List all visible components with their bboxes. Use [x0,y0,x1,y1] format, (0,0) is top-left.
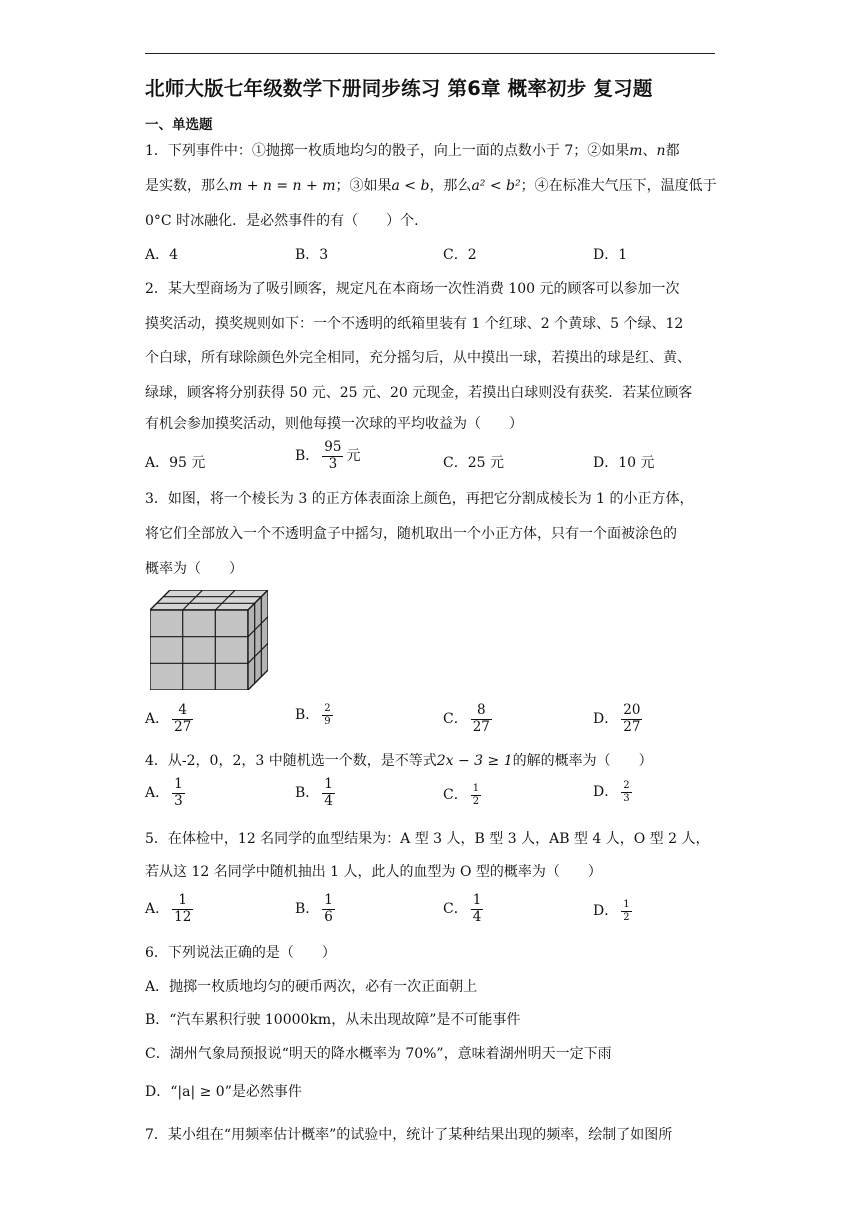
q6-option-a[interactable]: A．抛掷一枚质地均匀的硬币两次，必有一次正面朝上 [145,979,478,995]
q4-option-b[interactable] [295,777,338,809]
q2-option-d[interactable]: D．10 元 [593,455,655,471]
q6-option-b[interactable]: B．“汽车累积行驶 10000km，从未出现故障”是不可能事件 [145,1012,521,1028]
option-unit: 元 [346,448,361,465]
q1-option-a[interactable]: A．4 [145,247,179,263]
q1-expr: m + n = n + m [229,178,336,194]
option-label: C． [443,711,468,728]
numerator: 20 [623,702,641,718]
option-label: D． [593,711,619,728]
q5-option-a[interactable] [145,893,196,925]
q1-text: 是实数，那么 [145,178,229,194]
q1-line-2 [145,175,717,195]
fraction [322,777,335,809]
q2-option-c[interactable]: C．25 元 [443,455,504,471]
q2-option-a[interactable]: A．95 元 [145,455,206,471]
q2-option-b[interactable] [295,440,360,472]
painted-cube-figure [150,590,268,690]
option-label: B． [295,707,320,723]
q3-option-a[interactable] [145,703,196,735]
q7-line-1: 7．某小组在“用频率估计概率”的试验中，统计了某种结果出现的频率，绘制了如图所 [145,1127,673,1143]
q4-option-c[interactable] [443,783,484,807]
option-label: A． [145,711,170,728]
denominator: 2 [472,795,480,807]
q5-line-1: 5．在体检中，12 名同学的血型结果为：A 型 3 人，B 型 3 人，AB 型 4 人，O 型 2 人， [145,831,710,847]
numerator: 1 [174,776,183,792]
q3-option-b[interactable] [295,703,336,727]
q4-text: 的解的概率为（ ） [512,753,653,769]
denominator: 27 [472,718,490,735]
q3-line-3: 概率为（ ） [145,561,243,577]
numerator: 95 [324,439,342,455]
numerator: 4 [172,703,193,720]
q1-text: ；③如果 [335,178,392,194]
q3-line-1: 3．如图，将一个棱长为 3 的正方体表面涂上颜色，再把它分割成棱长为 1 的小正方体， [145,491,694,507]
q1-text: ，那么 [429,178,472,194]
document-title: 北师大版七年级数学下册同步练习 第6章 概率初步 复习题 [145,77,653,100]
q1-var-n: n [656,143,666,159]
denominator: 3 [623,792,630,804]
fraction [322,440,343,472]
fraction [621,899,631,923]
q3-line-2: 将它们全部放入一个不透明盒子中摇匀，随机取出一个小正方体，只有一个面被涂色的 [145,526,677,542]
fraction [172,893,193,925]
fraction [471,703,492,735]
q2-line-2: 摸奖活动，摸奖规则如下：一个不透明的纸箱里装有 1 个红球、2 个黄球、5 个绿、12 [145,316,684,332]
q5-option-b[interactable] [295,893,338,925]
numerator: 1 [324,776,333,792]
q1-expr: a² < b² [471,178,521,194]
q1-text: ；④在标准大气压下，温度低于 [520,178,717,194]
q2-line-3: 个白球，所有球除颜色外完全相同，充分摇匀后，从中摸出一球，若摸出的球是红、黄、 [145,350,691,366]
fraction [471,893,484,925]
numerator: 2 [324,703,331,714]
fraction [621,703,642,735]
denominator: 27 [174,718,192,735]
denominator: 9 [324,715,331,727]
option-label: A． [145,901,170,918]
denominator: 4 [324,792,333,809]
q5-line-2: 若从这 12 名同学中随机抽出 1 人，此人的血型为 O 型的概率为（ ） [145,864,602,880]
fraction [621,780,631,804]
q4-option-d[interactable] [593,780,635,804]
numerator: 1 [324,892,333,908]
q4-inequality: 2x − 3 ≥ 1 [436,753,513,769]
fraction [172,703,193,735]
q1-line-3: 0°C 时冰融化．是必然事件的有（ ）个. [145,213,419,229]
q1-text: 1．下列事件中：①抛掷一枚质地均匀的骰子，向上一面的点数小于 7；②如果 [145,143,630,159]
option-label: B． [295,785,320,802]
numerator: 2 [623,780,630,791]
q1-sep: 、 [642,143,657,159]
numerator: 1 [472,892,482,908]
q1-text: 都 [665,143,680,159]
q6-option-d[interactable]: D．“|a| ≥ 0”是必然事件 [145,1084,302,1100]
fraction [322,893,335,925]
header-rule [145,53,715,54]
numerator: 8 [471,703,492,720]
fraction [172,777,185,809]
q4-option-a[interactable] [145,777,188,809]
option-label: A． [145,785,170,802]
q1-line-1 [145,140,680,160]
denominator: 2 [623,911,630,923]
option-label: B． [295,448,320,465]
section-heading: 一、单选题 [145,117,213,133]
q4-line [145,750,653,770]
q1-option-b[interactable]: B．3 [295,247,329,263]
fraction [322,703,332,727]
denominator: 12 [174,908,192,925]
q2-line-5: 有机会参加摸奖活动，则他每摸一次球的平均收益为（ ） [145,416,523,432]
q3-option-d[interactable] [593,703,645,735]
numerator: 1 [472,783,480,794]
option-label: B． [295,901,320,918]
denominator: 27 [623,718,641,735]
q6-stem: 6．下列说法正确的是（ ） [145,945,336,961]
q4-text: 4．从-2，0，2，3 中随机选一个数，是不等式 [145,753,437,769]
q3-option-c[interactable] [443,703,495,735]
option-label: C． [443,901,468,918]
denominator: 4 [472,908,482,925]
numerator: 1 [623,899,630,910]
q1-option-d[interactable]: D．1 [593,247,628,263]
denominator: 3 [174,792,183,809]
q1-expr: a < b [391,178,430,194]
denominator: 3 [328,455,338,472]
q5-option-d[interactable] [593,899,635,923]
q1-var-m: m [629,143,643,159]
numerator: 1 [172,893,193,910]
fraction [471,783,481,807]
q5-option-c[interactable] [443,893,486,925]
option-label: C． [443,787,468,803]
denominator: 6 [324,908,333,925]
option-label: D． [593,784,619,800]
q1-option-c[interactable]: C．2 [443,247,477,263]
q2-line-4: 绿球，顾客将分别获得 50 元、25 元、20 元现金，若摸出白球则没有获奖．若某位顾客 [145,385,693,401]
option-label: D． [593,903,619,919]
q6-option-c[interactable]: C．湖州气象局预报说“明天的降水概率为 70%”，意味着湖州明天一定下雨 [145,1046,612,1062]
q2-line-1: 2．某大型商场为了吸引顾客，规定凡在本商场一次性消费 100 元的顾客可以参加一次 [145,281,680,297]
